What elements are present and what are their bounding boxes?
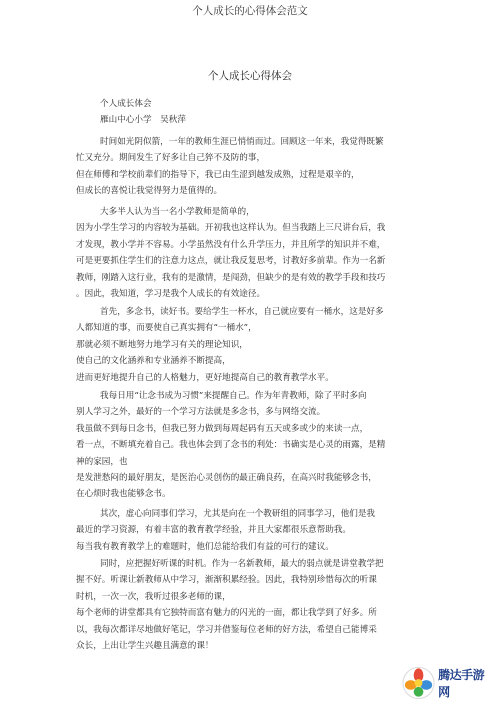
paragraph-line: 每个老师的讲堂都具有它独特而富有魅力的闪光的一面，都让我学到了好多。所 [76,608,377,619]
paragraph-line: 别人学习之外，最好的一个学习方法就是多念书，多与网络交流。 [76,407,326,418]
paragraph-line: 时机，一次一次，我听过很多老师的课， [76,591,231,602]
watermark-text: 腾达手游网 [438,668,485,699]
paragraph-line: 我每日用“让念书成为习惯”来提醒自己。作为年青教师，除了平时多向 [100,391,367,401]
paragraph-3 [76,304,424,386]
paragraph-line: 同时，应把握好听课的时机。作为一名新教师，最大的弱点就是讲堂教学把 [100,559,384,569]
document-title: 个人成长心得体会 [208,70,292,82]
paragraph-2 [76,204,424,302]
document-meta [76,96,424,129]
paragraph-1 [76,134,424,200]
paragraph-6 [76,556,424,654]
site-watermark [402,665,494,701]
paragraph-line: 在心烦时我也能够念书。 [76,489,171,500]
paragraph-line: 教师，刚踏入这行业，我有的是激情，是闯劲，但缺少的是有效的教学手段和技巧 [76,272,386,283]
paragraph-line: 但成长的喜悦让我觉得努力是值得的。 [76,186,223,197]
paragraph-line: 每当我有教育教学上的难题时，他们总能给我们有益的可行的建议。 [76,541,334,552]
paragraph-line: 因为小学生学习的内容较为基础。开初我也这样认为。但当我踏上三尺讲台后，我 [76,223,386,234]
paragraph-line: 那就必须不断地努力地学习有关的理论知识， [76,339,248,350]
paragraph-line: 最近的学习资源，有着丰富的教育教学经验，并且大家都很乐意帮助我。 [76,525,352,536]
paragraph-line: 才发现，教小学并不容易。小学虽然没有什么升学压力，并且所学的知识并不难， [76,239,386,250]
paragraph-line: 可是更要抓住学生们的注意力这点，就让我反复思考，讨教好多前辈。作为一名新 [76,256,386,267]
paragraph-line: 人都知道的事，而要使自己真实拥有“一桶水”， [76,323,257,334]
paragraph-line: 时间如光阴似箭，一年的教师生涯已悄悄而过。回顾这一年来，我觉得既繁 [100,137,384,147]
document-author: 雁山中心小学 吴秋萍 [100,115,186,126]
paragraph-5 [76,506,424,555]
paragraph-line: 但在师傅和学校前辈们的指导下，我已由生涩到越发成熟，过程是艰辛的， [76,169,360,180]
paragraph-line: 众长，上出让学生兴趣且满意的课！ [76,641,214,652]
paragraph-line: 大多半人认为当一名小学教师是简单的， [100,207,255,217]
paragraph-line: 是发泄愁闷的最好朋友，是医治心灵创伤的最正确良药，在高兴时我能够念书， [76,473,377,484]
paragraph-line: 以，我每次都详尽地做好笔记，学习并借鉴每位老师的好方法，希望自己能博采 [76,624,377,635]
paragraph-line: 忙又充分。期间发生了好多让自己猝不及防的事， [76,153,266,164]
document-subtitle: 个人成长体会 [100,99,152,109]
paragraph-line: 神的家园，也 [76,456,128,467]
paragraph-line: 首先，多念书，读好书。要给学生一杯水，自己就应要有一桶水，这是好多 [100,307,384,317]
paragraph-line: 握不好。听课让新教师从中学习，渐渐积累经验。因此，我特别珍惜每次的听课 [76,575,377,586]
paragraph-line: 看一点，不断填充着自己。我也体会到了念书的利处：书确实是心灵的雨露，是精 [76,440,386,451]
flower-logo-icon [402,666,435,700]
paragraph-line: 使自己的文化涵养和专业涵养不断提高， [76,356,231,367]
paragraph-line: 进而更好地提升自己的人格魅力，更好地提高自己的教育教学水平。 [76,372,334,383]
paragraph-4 [76,388,424,503]
paragraph-line: 。因此，我知道，学习是我个人成长的有效途径。 [76,289,266,300]
paragraph-line: 我虽做不到每日念书，但我已努力做到每周起码有五天或多或少的来读一点， [76,423,369,434]
paragraph-line: 其次，虚心向同事们学习，尤其是向在一个教研组的同事学习，他们是我 [100,509,376,519]
page-header-title: 个人成长的心得体会范文 [192,5,308,17]
